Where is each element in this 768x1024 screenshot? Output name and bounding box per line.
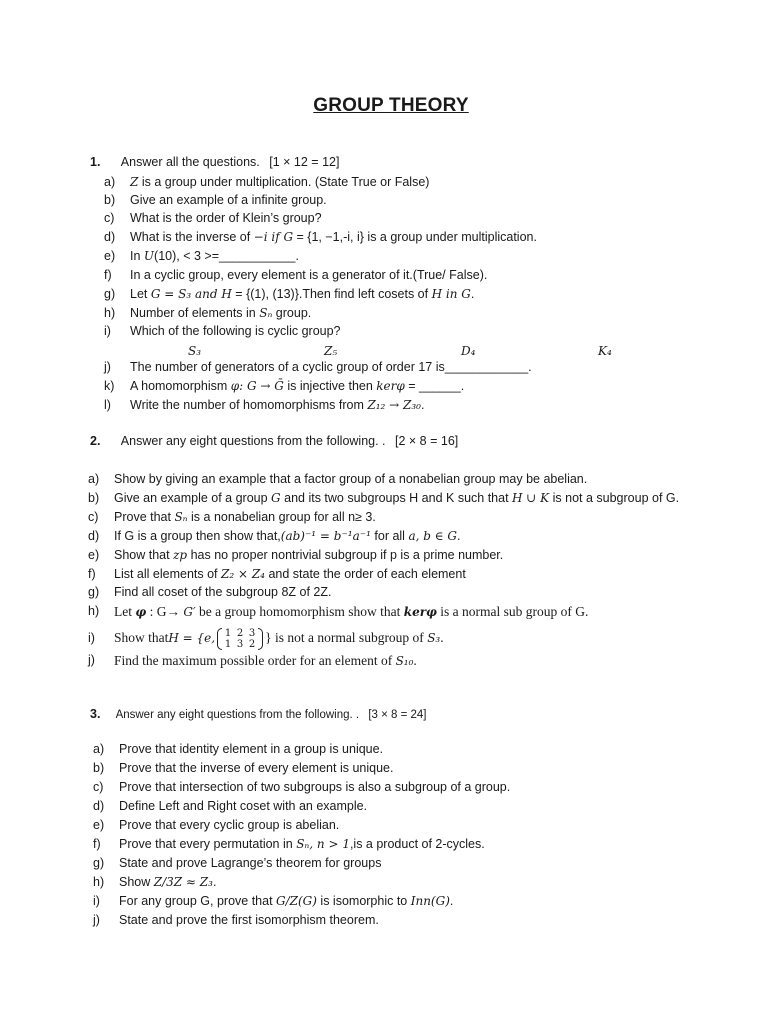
item-label: f): [88, 567, 96, 581]
item-text: For any group G, prove that G/Z(G) is isomorphic to Inn(G).: [119, 894, 454, 908]
item-text: Prove that every cyclic group is abelian.: [119, 818, 340, 832]
option-k4: K₄: [598, 344, 612, 358]
item-label: a): [104, 175, 116, 189]
item-label: l): [104, 398, 111, 412]
option-d4: D₄: [461, 344, 476, 358]
item-label: c): [88, 510, 99, 524]
item-text: Give an example of a infinite group.: [130, 193, 327, 207]
question-number: 2.: [90, 434, 101, 448]
item-text: Prove that identity element in a group is unique.: [119, 742, 384, 756]
item-text: Z is a group under multiplication. (State True or False): [130, 175, 430, 189]
item-text: Write the number of homomorphisms from Z₁₂ → Z₃₀.: [130, 398, 425, 412]
item-label: i): [88, 631, 95, 645]
question-number: 3.: [90, 707, 101, 721]
item-text: Prove that intersection of two subgroups is also a subgroup of a group.: [119, 780, 511, 794]
item-text: Give an example of a group G and its two subgroups H and K such that H ∪ K is not a subgroup of G.: [114, 491, 680, 505]
item-label: e): [93, 818, 105, 832]
item-label: i): [104, 324, 111, 338]
item-label: e): [88, 548, 100, 562]
item-label: f): [104, 268, 112, 282]
item-text: Find all coset of the subgroup 8Z of 2Z.: [114, 585, 332, 599]
question-instruction: Answer any eight questions from the following. .: [120, 434, 386, 448]
item-label: h): [104, 306, 116, 320]
item-label: j): [104, 360, 111, 374]
question-1-header: [90, 155, 339, 169]
item-text: In U(10), < 3 >=___________.: [130, 249, 299, 263]
item-text: State and prove the first isomorphism theorem.: [119, 913, 379, 927]
item-text: List all elements of Z₂ × Z₄ and state the order of each element: [114, 567, 466, 581]
item-label: d): [93, 799, 105, 813]
item-label: c): [93, 780, 104, 794]
item-label: g): [93, 856, 105, 870]
question-marks: [2 × 8 = 16]: [395, 434, 459, 448]
item-text: Prove that Sₙ is a nonabelian group for all n≥ 3.: [114, 510, 376, 524]
question-2-header: [90, 434, 458, 448]
item-label: i): [93, 894, 100, 908]
item-label: b): [88, 491, 100, 505]
item-label: k): [104, 379, 115, 393]
item-label: f): [93, 837, 101, 851]
item-label: a): [93, 742, 105, 756]
item-text: Define Left and Right coset with an example.: [119, 799, 368, 813]
item-text: What is the inverse of −i if G = {1, −1,-i, i} is a group under multiplication.: [130, 230, 537, 244]
item-text: Show by giving an example that a factor group of a nonabelian group may be abelian.: [114, 472, 588, 486]
item-text: Which of the following is cyclic group?: [130, 324, 341, 338]
item-text: What is the order of Klein’s group?: [130, 211, 322, 225]
item-label: c): [104, 211, 115, 225]
item-text: Number of elements in Sₙ group.: [130, 306, 312, 320]
item-text: Show Z/3Z ≈ Z₃.: [119, 875, 217, 889]
answer-options: [0, 344, 768, 360]
item-text: The number of generators of a cyclic group of order 17 is____________.: [130, 360, 532, 374]
item-label: j): [93, 913, 100, 927]
item-text: Let φ : G→ G′ be a group homomorphism show that kerφ is a normal sub group of G.: [114, 604, 589, 619]
item-text: In a cyclic group, every element is a generator of it.(True/ False).: [130, 268, 488, 282]
permutation-matrix: 1 2 3 1 3 2: [217, 628, 263, 650]
item-label: d): [104, 230, 116, 244]
item-text: Let G = S₃ and H = {(1), (13)}.Then find left cosets of H in G.: [130, 287, 475, 301]
question-marks: [3 × 8 = 24]: [368, 709, 427, 721]
item-label: g): [104, 287, 116, 301]
item-label: h): [88, 604, 100, 618]
item-text: A homomorphism φ: G → Ḡ is injective then kerφ = ______.: [130, 379, 465, 393]
item-label: b): [104, 193, 116, 207]
question-number: 1.: [90, 155, 101, 169]
item-label: a): [88, 472, 100, 486]
item-text: Prove that every permutation in Sₙ, n > 1,is a product of 2-cycles.: [119, 837, 485, 851]
item-label: j): [88, 653, 95, 667]
question-3-header: [90, 707, 427, 721]
question-instruction: Answer all the questions.: [120, 155, 260, 169]
option-s3: S₃: [188, 344, 202, 358]
question-marks: [1 × 12 = 12]: [269, 155, 340, 169]
item-label: b): [93, 761, 105, 775]
item-text: Show thatH = {e, 1 2 3 1 3 2 } is not a normal subgroup of S₃.: [114, 627, 444, 650]
item-text: Prove that the inverse of every element is unique.: [119, 761, 394, 775]
item-label: d): [88, 529, 100, 543]
page-title: GROUP THEORY: [313, 95, 469, 116]
item-label: h): [93, 875, 105, 889]
question-instruction: Answer any eight questions from the following. .: [115, 709, 360, 721]
item-text: Find the maximum possible order for an element of S₁₀.: [114, 653, 417, 668]
item-text: Show that zp has no proper nontrivial subgroup if p is a prime number.: [114, 548, 504, 562]
item-label: g): [88, 585, 100, 599]
option-z5: Z₅: [324, 344, 338, 358]
item-text: State and prove Lagrange’s theorem for groups: [119, 856, 382, 870]
item-text: If G is a group then show that,(ab)⁻¹ = b⁻¹a⁻¹ for all a, b ∈ G.: [114, 529, 461, 543]
item-label: e): [104, 249, 116, 263]
